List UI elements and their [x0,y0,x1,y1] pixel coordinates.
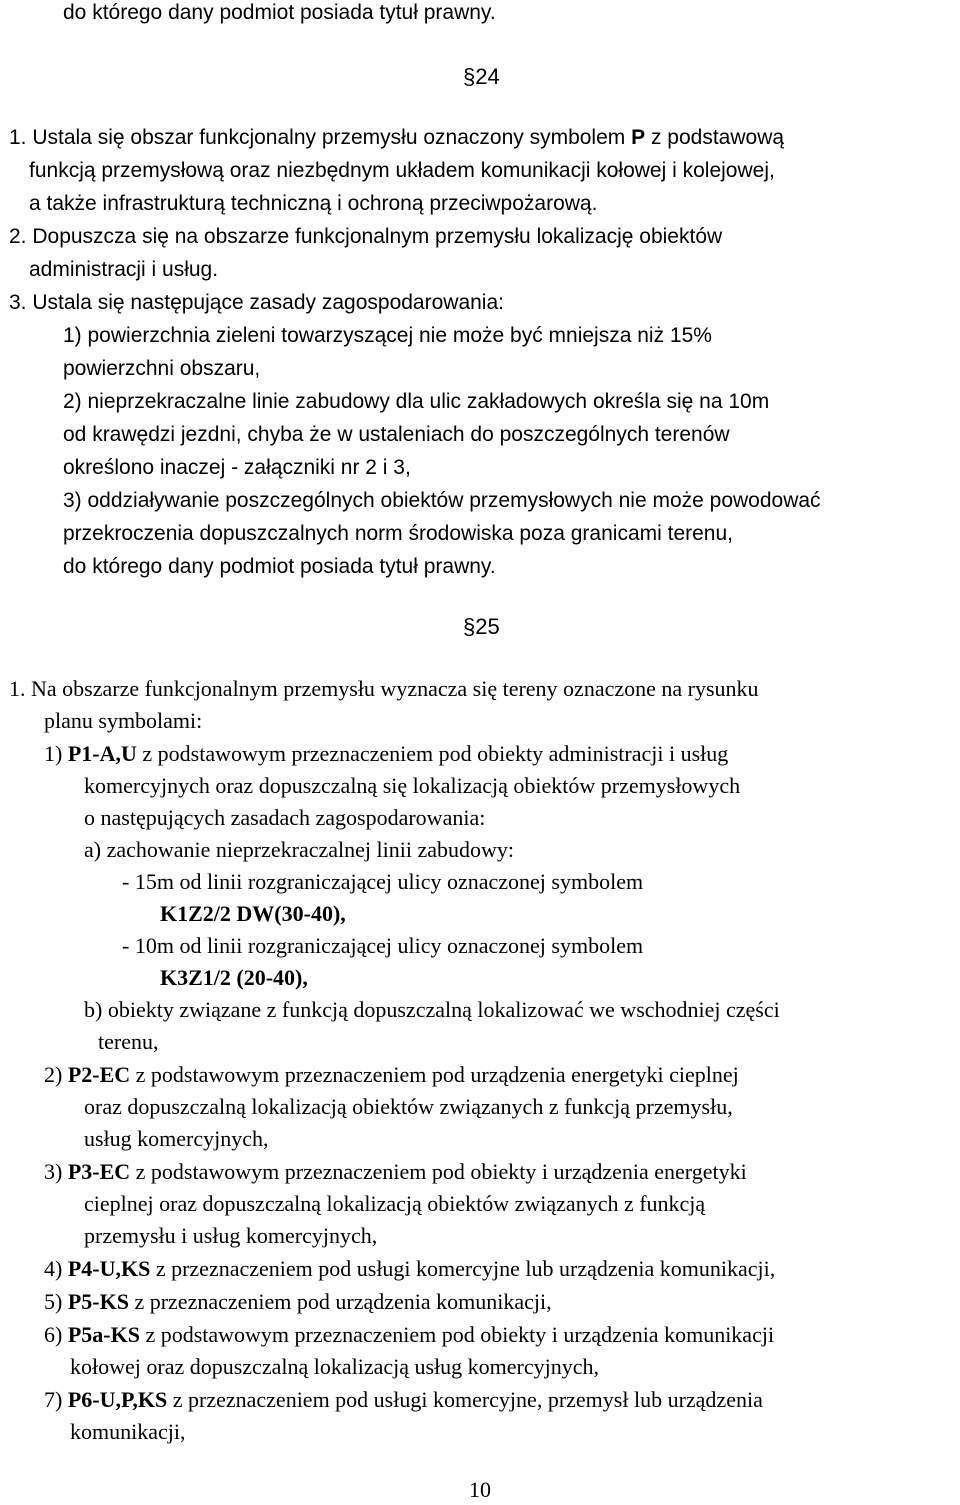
text-span: z podstawowym przeznaczeniem pod obiekty i urządzenia energetyki [130,1159,747,1184]
list-item [44,739,728,769]
text-span: 4) [44,1256,68,1281]
list-item: usług komercyjnych, [84,1126,269,1151]
paragraph-line: a także infrastrukturą techniczną i ochroną przeciwpożarową. [29,192,598,215]
symbol-bold: K3Z1/2 (20-40), [160,965,308,990]
symbol-bold: P [631,126,646,149]
list-item: 3) oddziaływanie poszczególnych obiektów przemysłowych nie może powodować [63,489,821,512]
paragraph-line: administracji i usług. [29,258,219,281]
symbol-bold: P6-U,P,KS [67,1387,168,1412]
list-item: przekroczenia dopuszczalnych norm środowiska poza granicami terenu, [63,522,733,545]
list-item: 2) nieprzekraczalne linie zabudowy dla ulic zakładowych określa się na 10m [63,390,770,413]
symbol-bold: P2-EC [67,1062,131,1087]
list-item [44,1060,739,1090]
text-span: z przeznaczeniem pod usługi komercyjne lub urządzenia komunikacji, [150,1256,776,1281]
text-span: z podstawowym przeznaczeniem pod obiekty i urządzenia komunikacji [139,1322,775,1347]
paragraph-line: planu symbolami: [44,708,203,733]
list-item: komercyjnych oraz dopuszczalną się lokalizacją obiektów przemysłowych [84,773,741,798]
section-heading: §24 [463,64,500,89]
list-item: - 15m od linii rozgraniczającej ulicy oznaczonej symbolem [122,869,644,894]
list-item: powierzchni obszaru, [63,357,261,380]
list-item: o następujących zasadach zagospodarowania: [84,805,486,830]
list-item: kołowej oraz dopuszczalną lokalizacją usług komercyjnych, [70,1354,600,1379]
paragraph-line: 2. Dopuszcza się na obszarze funkcjonalnym przemysłu lokalizację obiektów [9,225,723,248]
text-span: 3) [44,1159,68,1184]
symbol-bold: P5-KS [67,1289,129,1314]
symbol-bold: P3-EC [67,1159,131,1184]
section-heading: §25 [463,614,500,639]
list-item [44,1254,775,1284]
paragraph-line: 3. Ustala się następujące zasady zagospodarowania: [9,291,504,314]
text-span: 6) [44,1322,68,1347]
list-item: oraz dopuszczalną lokalizacją obiektów związanych z funkcją przemysłu, [84,1094,733,1119]
list-item: b) obiekty związane z funkcją dopuszczalną lokalizować we wschodniej części [84,997,780,1022]
paragraph-line: funkcją przemysłową oraz niezbędnym układem komunikacji kołowej i kolejowej, [29,159,775,182]
symbol-bold: K1Z2/2 DW(30-40), [160,901,346,926]
list-item: do którego dany podmiot posiada tytuł prawny. [63,555,496,578]
text-span: z podstawową [645,126,785,149]
paragraph-line [9,123,784,153]
text-span: z przeznaczeniem pod usługi komercyjne, przemysł lub urządzenia [167,1387,763,1412]
text-span: 1) [44,741,68,766]
list-item [44,1157,747,1187]
symbol-bold: P1-A,U [67,741,137,766]
text-line: do którego dany podmiot posiada tytuł prawny. [63,1,496,24]
list-item: przemysłu i usług komercyjnych, [84,1223,378,1248]
list-item: od krawędzi jezdni, chyba że w ustaleniach do poszczególnych terenów [63,423,730,446]
text-span: 5) [44,1289,68,1314]
text-span: z przeznaczeniem pod urządzenia komunikacji, [128,1289,552,1314]
paragraph-line: 1. Na obszarze funkcjonalnym przemysłu wyznacza się tereny oznaczone na rysunku [9,676,759,701]
list-item: terenu, [98,1029,159,1054]
text-span: z podstawowym przeznaczeniem pod obiekty administracji i usług [136,741,729,766]
text-span: 1. Ustala się obszar funkcjonalny przemysłu oznaczony symbolem [9,126,632,149]
list-item [44,1320,774,1350]
list-item [44,1385,763,1415]
text-span: 7) [44,1387,68,1412]
text-span: z podstawowym przeznaczeniem pod urządzenia energetyki cieplnej [130,1062,739,1087]
list-item: określono inaczej - załączniki nr 2 i 3, [63,456,411,479]
list-item: cieplnej oraz dopuszczalną lokalizacją obiektów związanych z funkcją [84,1191,706,1216]
list-item [44,1287,552,1317]
text-span: 2) [44,1062,68,1087]
page-number: 10 [469,1477,491,1502]
list-item: 1) powierzchnia zieleni towarzyszącej nie może być mniejsza niż 15% [63,324,712,347]
list-item: - 10m od linii rozgraniczającej ulicy oznaczonej symbolem [122,933,644,958]
symbol-bold: P4-U,KS [67,1256,151,1281]
symbol-bold: P5a-KS [67,1322,140,1347]
list-item: komunikacji, [70,1419,186,1444]
list-item: a) zachowanie nieprzekraczalnej linii zabudowy: [84,837,514,862]
